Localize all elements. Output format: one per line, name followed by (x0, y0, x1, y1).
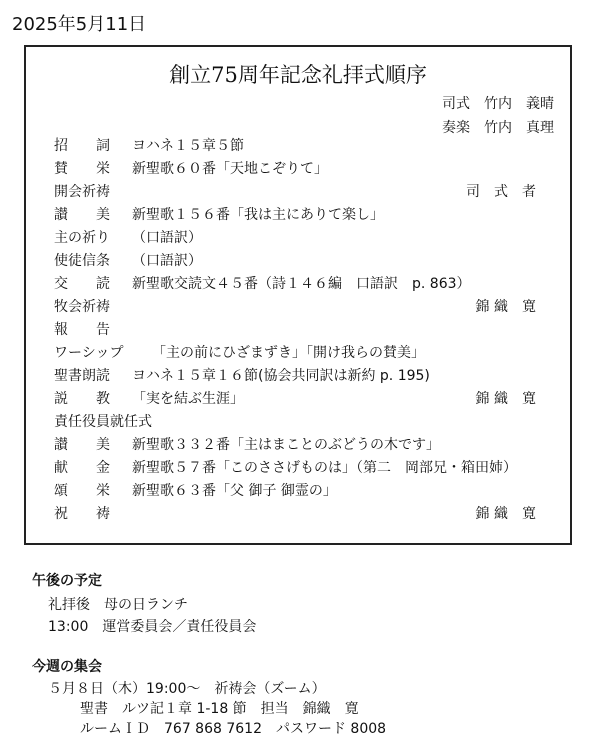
program-row (54, 181, 536, 203)
program-row-content: 新聖歌６０番「天地こぞりて」 (132, 161, 328, 177)
weekly-title: 今週の集会 (32, 659, 102, 675)
program-title: 創立75周年記念礼拝式順序 (169, 63, 427, 87)
program-row-label: 讃 美 (54, 437, 110, 453)
program-row-content: （口語訳） (132, 253, 202, 269)
program-row-content: 「実を結ぶ生涯」 (132, 391, 244, 407)
program-row-leader: 錦 織 寛 (475, 391, 536, 407)
program-row (54, 411, 536, 433)
date-label: 2025年5月11日 (12, 14, 147, 35)
staff-presider: 司式 竹内 義晴 (442, 96, 554, 112)
program-row-label: 賛 栄 (54, 161, 110, 177)
program-row (54, 135, 536, 157)
afternoon-title: 午後の予定 (32, 573, 102, 589)
program-row (54, 457, 536, 479)
program-row-leader: 錦 織 寛 (475, 506, 536, 522)
program-row-label: 説 教 (54, 391, 110, 407)
program-row (54, 342, 536, 364)
program-box (24, 45, 572, 545)
program-row-content: 新聖歌３３２番「主はまことのぶどうの木です」 (132, 437, 440, 453)
program-row-label: 使徒信条 (54, 253, 110, 269)
program-row-content: 新聖歌交読文４５番（詩１４６編 口語訳 p. 863） (132, 276, 471, 292)
program-row (54, 319, 536, 341)
program-row-content: 新聖歌１５６番「我は主にありて楽し」 (132, 207, 384, 223)
program-row-label: ワーシップ (54, 345, 124, 361)
program-row-leader: 錦 織 寛 (475, 299, 536, 315)
program-row-label: 頌 栄 (54, 483, 110, 499)
afternoon-line: 13:00 運営委員会／責任役員会 (48, 619, 257, 635)
program-row-content: ヨハネ１５章５節 (132, 138, 244, 154)
program-row-label: 祝 祷 (54, 506, 110, 522)
program-row-label: 牧会祈祷 (54, 299, 110, 315)
program-row (54, 388, 536, 410)
program-row (54, 273, 536, 295)
weekly-line: ルームＩＤ 767 868 7612 パスワード 8008 (80, 721, 387, 737)
program-row-label: 責任役員就任式 (54, 414, 152, 430)
program-row (54, 204, 536, 226)
program-row (54, 434, 536, 456)
program-row (54, 365, 536, 387)
weekly-line: 聖書 ルツ記１章 1-18 節 担当 錦織 寛 (80, 701, 359, 717)
program-row-label: 招 詞 (54, 138, 110, 154)
afternoon-line: 礼拝後 母の日ランチ (48, 597, 188, 613)
program-row-content: （口語訳） (132, 230, 202, 246)
program-row (54, 503, 536, 525)
program-row (54, 158, 536, 180)
staff-organist: 奏楽 竹内 真理 (442, 120, 554, 136)
program-row-label: 献 金 (54, 460, 110, 476)
program-row-label: 主の祈り (54, 230, 110, 246)
program-row (54, 480, 536, 502)
program-row-content: 新聖歌６３番「父 御子 御霊の」 (132, 483, 337, 499)
program-row-content: ヨハネ１５章１６節(協会共同訳は新約 p. 195) (132, 368, 430, 384)
program-row-content: 新聖歌５７番「このささげものは」（第二 岡部兄・箱田姉） (132, 460, 517, 476)
program-row-label: 開会祈祷 (54, 184, 110, 200)
program-row (54, 250, 536, 272)
program-row-label: 讃 美 (54, 207, 110, 223)
weekly-line: ５月８日（木）19:00～ 祈祷会（ズーム） (48, 681, 326, 697)
program-row-label: 聖書朗読 (54, 368, 110, 384)
program-row (54, 296, 536, 318)
program-row-label: 交 読 (54, 276, 110, 292)
program-row (54, 227, 536, 249)
program-row-leader: 司 式 者 (466, 184, 536, 200)
program-row-content: 「主の前にひざまずき」「開け我らの賛美」 (152, 345, 425, 361)
program-row-label: 報 告 (54, 322, 110, 338)
